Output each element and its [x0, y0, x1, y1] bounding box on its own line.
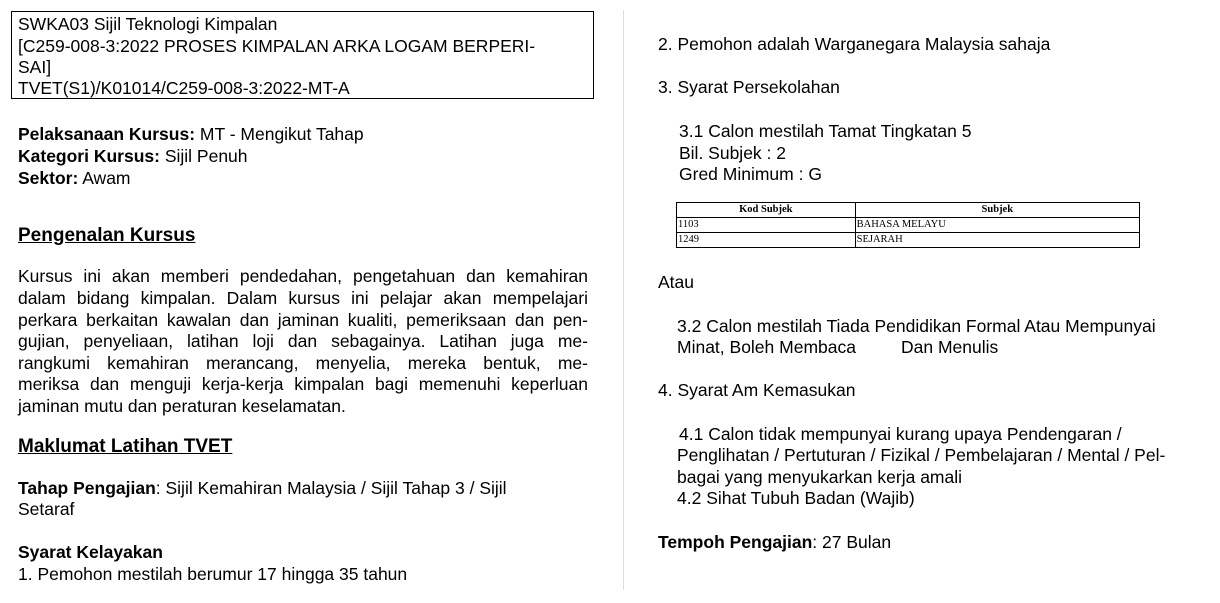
subject-table [676, 202, 1140, 248]
course-standard-line-cont: SAI] [18, 57, 52, 77]
tahap-label: Tahap Pengajian [18, 478, 156, 498]
pelaksanaan-kursus [18, 124, 364, 145]
pelaksanaan-value: MT - Mengikut Tahap [195, 124, 364, 144]
tahap-value-cont: Setaraf [18, 499, 75, 519]
sektor-value: Awam [78, 168, 131, 188]
gred-minimum: Gred Minimum : G [679, 164, 822, 184]
syarat-4-1-line1: 4.1 Calon tidak mempunyai kurang upaya Pendengaran / [679, 424, 1122, 444]
syarat-4: 4. Syarat Am Kemasukan [658, 380, 856, 400]
tempoh-value: : 27 Bulan [812, 532, 892, 552]
intro-line: jaminan mutu dan peraturan keselamatan. [18, 396, 346, 416]
intro-section-title: Pengenalan Kursus [18, 225, 196, 246]
table-header-kod: Kod Subjek [677, 203, 856, 218]
table-cell-kod: 1249 [677, 233, 856, 248]
kategori-label: Kategori Kursus: [18, 146, 160, 166]
intro-line: Kursus ini akan memberi pendedahan, pengetahuan dan kemahiran [18, 266, 588, 286]
tahap-pengajian [18, 478, 507, 499]
table-cell-subjek: BAHASA MELAYU [855, 218, 1139, 233]
intro-line: perkara berkaitan kawalan dan jaminan kualiti, pemeriksaan dan pen- [18, 310, 588, 330]
table-cell-kod: 1103 [677, 218, 856, 233]
course-standard-line: [C259-008-3:2022 PROSES KIMPALAN ARKA LOGAM BERPERI- [18, 36, 536, 56]
intro-line: rangkumi kemahiran merancang, menyelia, mereka bentuk, me- [18, 353, 588, 373]
syarat-kelayakan-title: Syarat Kelayakan [18, 542, 163, 562]
table-row [677, 233, 1140, 248]
syarat-3-2-line2a: Minat, Boleh Membaca [677, 337, 856, 357]
table-header-row [677, 203, 1140, 218]
table-header-subjek: Subjek [855, 203, 1139, 218]
tempoh-label: Tempoh Pengajian [658, 532, 813, 552]
syarat-1: 1. Pemohon mestilah berumur 17 hingga 35 tahun [18, 564, 408, 584]
syarat-3-1: 3.1 Calon mestilah Tamat Tingkatan 5 [679, 121, 972, 141]
intro-line: dalam bidang kimpalan. Dalam kursus ini pelajar akan mempelajari [18, 288, 588, 308]
tempoh-pengajian [658, 532, 891, 553]
intro-line: gujian, penyeliaan, latihan loji dan sebagainya. Latihan juga me- [18, 331, 588, 351]
syarat-3-2-line2b: Dan Menulis [901, 337, 999, 357]
syarat-3-2-line1: 3.2 Calon mestilah Tiada Pendidikan Formal Atau Mempunyai [677, 316, 1156, 336]
course-code-title: SWKA03 Sijil Teknologi Kimpalan [18, 14, 278, 34]
syarat-2: 2. Pemohon adalah Warganegara Malaysia sahaja [658, 34, 1051, 54]
syarat-4-1-line2: Penglihatan / Pertuturan / Fizikal / Pembelajaran / Mental / Pel- [677, 445, 1166, 465]
column-divider [623, 10, 624, 590]
bil-subjek: Bil. Subjek : 2 [679, 143, 786, 163]
sektor [18, 168, 131, 189]
course-reference-code: TVET(S1)/K01014/C259-008-3:2022-MT-A [18, 78, 350, 98]
pelaksanaan-label: Pelaksanaan Kursus: [18, 124, 196, 144]
table-cell-subjek: SEJARAH [855, 233, 1139, 248]
syarat-4-1-line3: bagai yang menyukarkan kerja amali [677, 467, 963, 487]
intro-line: meriksa dan menguji kerja-kerja kimpalan bagi memenuhi keperluan [18, 374, 588, 394]
sektor-label: Sektor: [18, 168, 79, 188]
syarat-4-2: 4.2 Sihat Tubuh Badan (Wajib) [677, 488, 915, 508]
atau-label: Atau [658, 272, 694, 292]
kategori-value: Sijil Penuh [159, 146, 248, 166]
kategori-kursus [18, 146, 248, 167]
tvet-section-title: Maklumat Latihan TVET [18, 436, 233, 457]
syarat-3: 3. Syarat Persekolahan [658, 77, 840, 97]
tahap-value: : Sijil Kemahiran Malaysia / Sijil Tahap 3 / Sijil [155, 478, 507, 498]
table-row [677, 218, 1140, 233]
